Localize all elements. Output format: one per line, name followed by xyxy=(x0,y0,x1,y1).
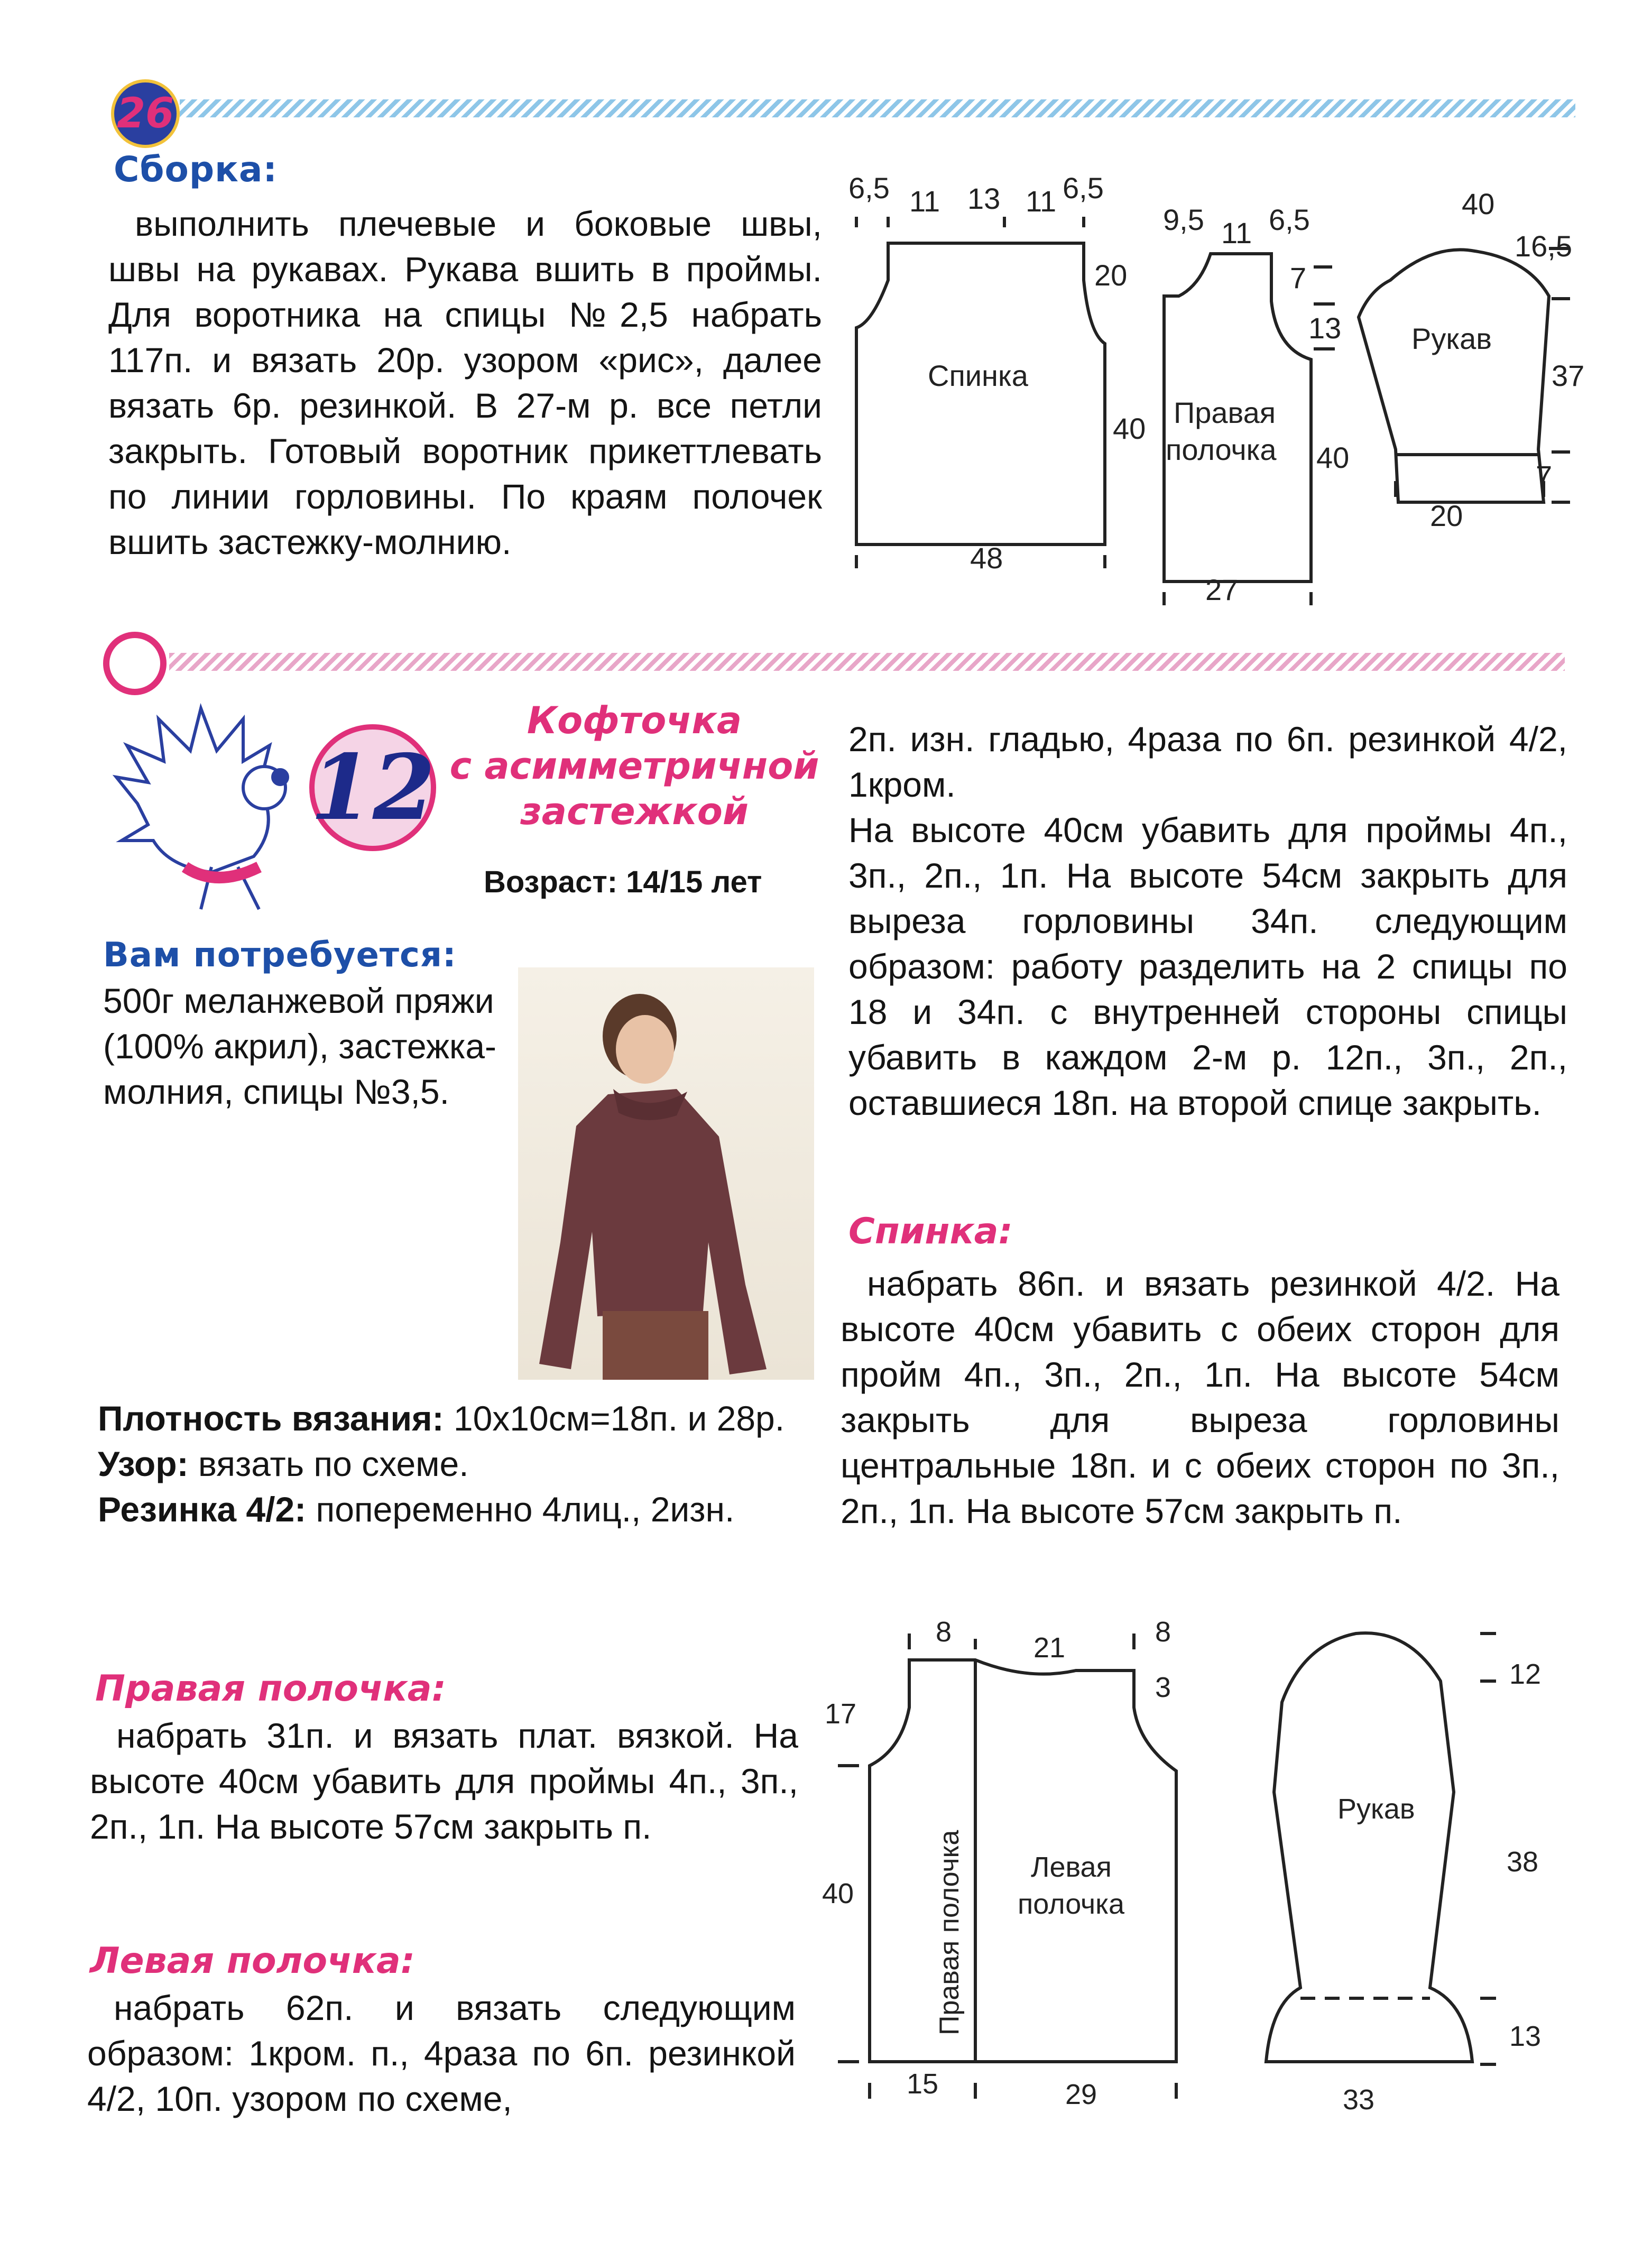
page-number-badge xyxy=(111,79,180,148)
project-number: 12 xyxy=(310,735,436,841)
back-height-dim: 40 xyxy=(1113,412,1146,445)
sleeve-outline xyxy=(1359,250,1549,502)
bottom-sleeve-cuff: 13 xyxy=(1509,2020,1542,2052)
pattern-value: вязать по схеме. xyxy=(198,1444,469,1483)
fronts-bottom-left: 29 xyxy=(1065,2079,1097,2110)
sleeve-cuff-dim: 7 xyxy=(1536,459,1553,493)
back-label: Спинка xyxy=(928,359,1028,392)
back-width-dim: 48 xyxy=(970,541,1003,575)
front-height-dim: 40 xyxy=(1316,441,1350,474)
fronts-shoulder-right: 8 xyxy=(1155,1618,1171,1648)
bottom-pattern-diagram xyxy=(817,1618,1578,2146)
back-heading: Спинка: xyxy=(848,1211,1013,1252)
left-front-heading: Левая полочка: xyxy=(90,1940,415,1982)
left-front-paragraph: набрать 62п. и вязать следующим образом: 1кром. п., 4раза по 6п. резинкой 4/2, 10п. узором по схеме, xyxy=(87,1988,796,2118)
sleeve-top-dim: 40 xyxy=(1462,187,1495,220)
top-pattern-diagram xyxy=(841,174,1591,624)
back-paragraph: набрать 86п. и вязать резинкой 4/2. На высоте 40см убавить с обеих сторон для пройм 4п., 3п., 2п., 1п. На высоте 54см закрыть для выреза горловины центральные 18п. и с обеих сторон по 3п., 2п., 1п. На высоте 57см закрыть п. xyxy=(841,1264,1559,1530)
pattern-line xyxy=(98,1441,806,1487)
assembly-heading: Сборка: xyxy=(114,149,278,190)
fronts-neck-drop: 3 xyxy=(1155,1672,1171,1703)
front-label-1: Правая xyxy=(1174,396,1276,429)
back-top-dim-2: 11 xyxy=(909,184,940,218)
back-top-dim-1: 6,5 xyxy=(848,174,890,205)
front-armhole-dim: 13 xyxy=(1308,311,1342,345)
project-title xyxy=(444,698,825,834)
sleeve-bottom-dim: 20 xyxy=(1430,499,1463,532)
right-front-label-vertical: Правая полочка xyxy=(934,1830,965,2035)
specs xyxy=(98,1396,806,1532)
back-outline xyxy=(856,243,1105,545)
back-text xyxy=(841,1261,1559,1534)
bottom-sleeve-outline xyxy=(1266,1633,1472,2062)
density-value: 10х10см=18п. и 28р. xyxy=(453,1399,785,1438)
sleeve-label: Рукав xyxy=(1411,322,1492,355)
density-label: Плотность вязания: xyxy=(98,1399,444,1438)
section-stripe xyxy=(169,653,1565,671)
rib-line xyxy=(98,1487,806,1532)
front-width-dim: 27 xyxy=(1205,573,1239,606)
back-top-dim-3: 13 xyxy=(967,182,1001,215)
header-stripe xyxy=(180,99,1575,117)
front-top-dim-3: 6,5 xyxy=(1269,203,1310,236)
fronts-outline xyxy=(870,1660,1176,2062)
hedgehog-mascot-icon xyxy=(106,698,333,925)
materials-heading: Вам потребуется: xyxy=(103,936,457,975)
fronts-height: 40 xyxy=(822,1878,854,1909)
fronts-shoulder-left: 8 xyxy=(936,1618,952,1648)
section-ring xyxy=(103,632,167,695)
fronts-neck-width: 21 xyxy=(1033,1632,1066,1664)
front-label-2: полочка xyxy=(1166,433,1277,466)
right-front-text xyxy=(90,1713,798,1849)
fronts-armhole: 17 xyxy=(825,1698,857,1730)
rib-value: попеременно 4лиц., 2изн. xyxy=(316,1490,735,1529)
bottom-sleeve-label: Рукав xyxy=(1337,1793,1415,1825)
right-front-heading: Правая полочка: xyxy=(95,1668,446,1710)
sleeve-cap-dim: 16,5 xyxy=(1515,229,1572,263)
bottom-sleeve-bottom: 33 xyxy=(1343,2084,1375,2116)
left-front-label-1: Левая xyxy=(1031,1851,1112,1883)
page-number: 26 xyxy=(116,90,174,137)
left-front-text xyxy=(87,1985,796,2121)
left-front-cont-p1: 2п. изн. гладью, 4раза по 6п. резинкой 4/2, 1кром. xyxy=(848,719,1567,804)
materials-text: 500г меланжевой пряжи (100% акрил), застежка-молния, спицы №3,5. xyxy=(103,981,497,1111)
rib-label: Резинка 4/2: xyxy=(98,1490,307,1529)
left-front-label-2: полочка xyxy=(1018,1888,1125,1920)
front-top-dim-2: 11 xyxy=(1221,216,1252,250)
fronts-bottom-right: 15 xyxy=(907,2068,939,2100)
assembly-paragraph: выполнить плечевые и боковые швы, швы на рукавах. Рукава вшить в проймы. Для воротника на спицы №2,5 набрать 117п. и вязать 20р. узором «рис», далее вязать 6р. резинкой. В 27-м р. все петли закрыть. Готовый воротник прикеттлевать по линии горловины. По краям полочек вшить застежку-молнию. xyxy=(108,204,822,561)
assembly-text xyxy=(108,201,822,565)
age-value: 14/15 лет xyxy=(626,865,762,899)
bottom-sleeve-cap: 12 xyxy=(1509,1658,1542,1690)
right-front-paragraph: набрать 31п. и вязать плат. вязкой. На высоте 40см убавить для проймы 4п., 3п., 2п., 1п. На высоте 57см закрыть п. xyxy=(90,1716,798,1846)
front-top-dim-1: 9,5 xyxy=(1163,203,1204,236)
pattern-label: Узор: xyxy=(98,1444,189,1483)
back-top-dim-5: 6,5 xyxy=(1063,174,1104,205)
sleeve-length-dim: 37 xyxy=(1552,359,1585,392)
project-title-line-2: с асимметричной xyxy=(449,744,819,788)
left-front-continued xyxy=(848,716,1567,1125)
project-number-badge xyxy=(309,724,436,851)
density-line xyxy=(98,1396,806,1441)
age xyxy=(484,864,762,900)
bottom-sleeve-length: 38 xyxy=(1507,1846,1539,1878)
front-neck-dim: 7 xyxy=(1290,261,1307,294)
left-front-cont-p2: На высоте 40см убавить для проймы 4п., 3п., 2п., 1п. На высоте 54см закрыть для выреза горловины 34п. следующим образом: работу разделить на 2 спицы по 18 и 34п. с внутренней стороны спицы убавить в каждом 2-м р. 12п., 3п., 2п., оставшиеся 18п. на второй спице закрыть. xyxy=(848,810,1567,1122)
age-label: Возраст: xyxy=(484,865,618,899)
model-photo xyxy=(518,967,814,1380)
project-title-line-3: застежкой xyxy=(520,790,749,833)
project-title-line-1: Кофточка xyxy=(527,699,742,742)
back-top-dim-4: 11 xyxy=(1026,184,1057,218)
back-armhole-dim: 20 xyxy=(1094,259,1128,292)
